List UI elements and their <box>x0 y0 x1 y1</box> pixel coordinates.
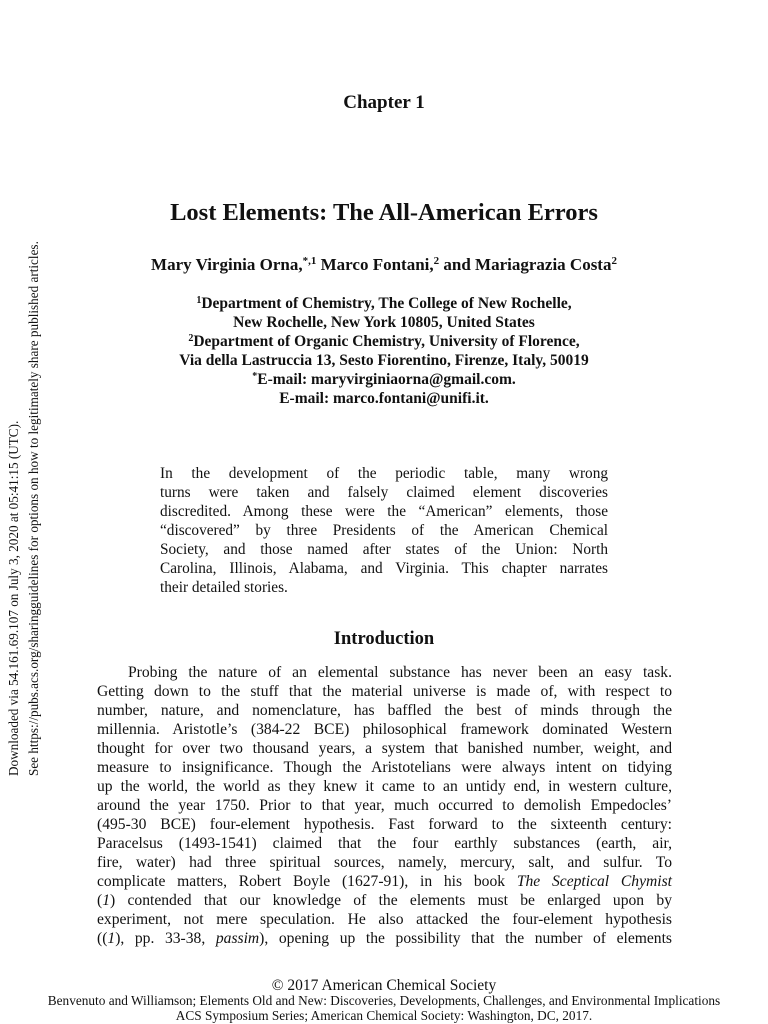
affiliation-line: $^1$Department of Chemistry, The College of New Rochelle, <box>196 295 572 312</box>
body-line: millennia. Aristotle’s (384-22 BCE) philosophical framework dominated Western <box>97 721 672 738</box>
body-line: fire, water) had three spiritual sources, namely, mercury, salt, and sulfur. To <box>97 854 672 871</box>
affiliation-line: $^2$Department of Organic Chemistry, University of Florence, <box>188 333 580 350</box>
section-heading: Introduction <box>333 629 435 649</box>
chapter-label: Chapter 1 <box>343 92 425 113</box>
email-line: *E-mail: maryvirginiaorna@gmail.com. <box>252 371 516 388</box>
series-citation: ACS Symposium Series; American Chemical Society: Washington, DC, 2017. <box>175 1007 593 1023</box>
body-line: measure to insignificance. Though the Aristotelians were always intent on tidying <box>97 759 672 776</box>
body-line: (1) contended that our knowledge of the elements must be enlarged upon by <box>97 892 672 909</box>
body-line: (495-30 BCE) four-element hypothesis. Fast forward to the sixteenth century: <box>97 816 672 833</box>
body-line: thought for over two thousand years, a system that banished number, weight, and <box>97 740 672 757</box>
body-line: around the year 1750. Prior to that year, much occurred to demolish Empedocles’ <box>97 797 672 814</box>
abstract-line: discredited. Among these were the “American” elements, those <box>160 503 608 520</box>
author-orna: Mary Virginia Orna, <box>151 255 303 274</box>
author-list <box>0 255 768 275</box>
body-line: number, nature, and nomenclature, has baffled the best of minds through the <box>97 702 672 719</box>
abstract-line: turns were taken and falsely claimed element discoveries <box>160 484 608 501</box>
affiliation-marker: 1 <box>196 295 202 306</box>
body-paragraph <box>97 663 672 948</box>
body-line: Paracelsus (1493-1541) claimed that the four earthly substances (earth, air, <box>97 835 672 852</box>
abstract-line: “discovered” by three Presidents of the American Chemical <box>160 522 608 539</box>
sharing-guidelines-line: See https://pubs.acs.org/sharingguidelines for options on how to legitimately share published articles. <box>26 241 41 776</box>
body-line: ((1), pp. 33-38, passim), opening up the possibility that the number of elements <box>97 930 672 947</box>
corresponding-marker: * <box>252 371 258 382</box>
book-title: The Sceptical Chymist <box>516 873 673 890</box>
abstract-line: their detailed stories. <box>160 579 288 596</box>
body-line: up the world, the world as they knew it came to an untidy end, in western culture, <box>97 778 672 795</box>
body-line: complicate matters, Robert Boyle (1627-91), in his book The Sceptical Chymist <box>97 873 673 890</box>
affiliation-line: New Rochelle, New York 10805, United States <box>233 314 535 331</box>
abstract-line: Carolina, Illinois, Alabama, and Virginia. This chapter narrates <box>160 560 608 577</box>
download-info-line: Downloaded via 54.161.69.107 on July 3, 2020 at 05:41:15 (UTC). <box>6 420 21 776</box>
author-orna-affil: *,1 <box>302 255 317 267</box>
affiliation-line: Via della Lastruccia 13, Sesto Fiorentino, Firenze, Italy, 50019 <box>179 352 589 369</box>
page-footer <box>0 978 768 1023</box>
abstract-line: In the development of the periodic table, many wrong <box>160 465 608 482</box>
author-fontani: Marco Fontani, <box>316 255 434 274</box>
email-line: E-mail: marco.fontani@unifi.it. <box>279 390 489 407</box>
author-costa-affil: 2 <box>611 255 617 267</box>
body-line: experiment, not mere speculation. He also attacked the four-element hypothesis <box>97 911 672 928</box>
chapter-title: Lost Elements: The All-American Errors <box>170 199 598 226</box>
abstract-line: Society, and those named after states of the Union: North <box>160 541 608 558</box>
body-line: Getting down to the stuff that the material universe is made of, with respect to <box>97 683 672 700</box>
citation-ref: 1 <box>107 930 116 947</box>
abstract <box>160 464 608 597</box>
citation-ref: 1 <box>102 892 110 909</box>
author-fontani-affil: 2 <box>433 255 440 267</box>
affiliation-marker: 2 <box>188 333 194 344</box>
book-citation: Benvenuto and Williamson; Elements Old and New: Discoveries, Developments, Challenges, and Environmental Implications <box>47 993 721 1008</box>
passim-term: passim <box>215 930 260 947</box>
author-costa: and Mariagrazia Costa <box>439 255 612 274</box>
copyright-notice: © 2017 American Chemical Society <box>271 977 497 994</box>
affiliations <box>0 294 768 408</box>
body-line: Probing the nature of an elemental substance has never been an easy task. <box>128 664 672 681</box>
